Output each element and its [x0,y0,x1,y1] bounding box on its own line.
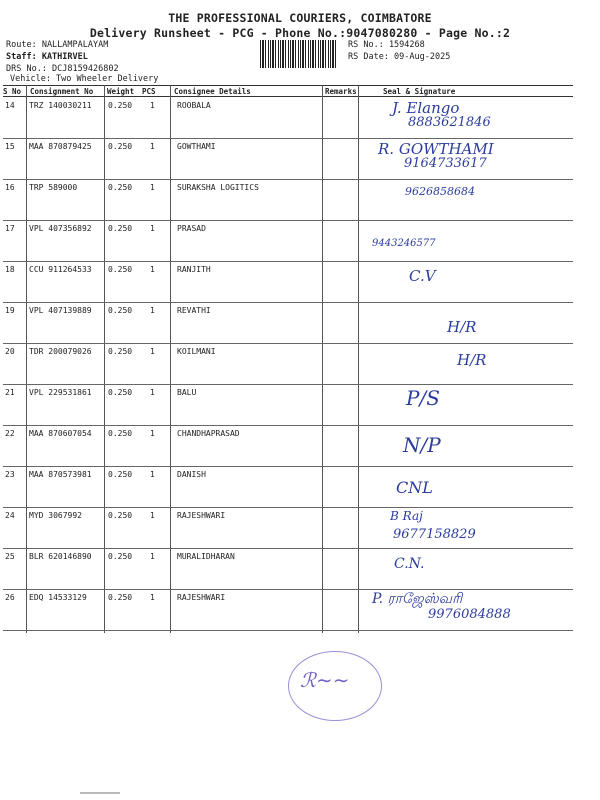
row-sno: 16 [5,183,15,192]
col-sno: S No [3,87,22,96]
row-weight: 0.250 [108,224,133,233]
row-consignment-no: MAA 870607054 [29,429,92,438]
row-consignment-no: VPL 407356892 [29,224,92,233]
row-sno: 26 [5,593,15,602]
row-signature-phone: 9626858684 [405,185,475,198]
row-weight: 0.250 [108,347,133,356]
drs-number: DRS No.: DCJ8159426802 [6,64,119,74]
row-consignee: SURAKSHA LOGITICS [177,183,259,192]
row-consignee: KOILMANI [177,347,216,356]
row-signature: R. GOWTHAMI [378,140,494,158]
row-divider [3,507,573,508]
row-pcs: 1 [150,101,155,110]
row-pcs: 1 [150,183,155,192]
row-consignment-no: MAA 870573981 [29,470,92,479]
row-signature: B Raj [390,509,423,523]
row-consignee: REVATHI [177,306,211,315]
vehicle-label: Vehicle: Two Wheeler Delivery [10,74,159,84]
row-sno: 24 [5,511,15,520]
row-consignee: BALU [177,388,197,397]
row-divider [3,548,573,549]
row-sno: 14 [5,101,15,110]
row-consignment-no: TDR 200079026 [29,347,92,356]
row-signature: N/P [403,433,441,457]
row-pcs: 1 [150,142,155,151]
column-divider [358,85,359,633]
column-divider [104,85,105,633]
row-weight: 0.250 [108,183,133,192]
row-signature: CNL [396,478,433,497]
row-consignee: GOWTHAMI [177,142,216,151]
row-divider [3,589,573,590]
row-divider [3,261,573,262]
row-divider [3,425,573,426]
row-signature-phone: 9677158829 [393,527,476,542]
row-pcs: 1 [150,552,155,561]
row-sno: 19 [5,306,15,315]
row-sno: 23 [5,470,15,479]
col-pcs: PCS [142,87,156,96]
footer-mark [80,792,120,794]
row-divider [3,343,573,344]
row-signature-phone: 9164733617 [404,156,487,171]
row-pcs: 1 [150,593,155,602]
row-weight: 0.250 [108,306,133,315]
row-signature: C.N. [394,556,425,572]
column-divider [26,85,27,633]
row-consignment-no: VPL 229531861 [29,388,92,397]
row-weight: 0.250 [108,593,133,602]
row-weight: 0.250 [108,552,133,561]
row-consignee: MURALIDHARAN [177,552,235,561]
row-weight: 0.250 [108,429,133,438]
row-weight: 0.250 [108,470,133,479]
row-consignment-no: MAA 870879425 [29,142,92,151]
row-pcs: 1 [150,429,155,438]
table-top-border [3,85,573,86]
route-label: Route: NALLAMPALAYAM [6,40,109,50]
row-signature: J. Elango [392,99,460,117]
row-signature: P. ராஜேஸ்வரி [372,591,463,607]
row-consignment-no: BLR 620146890 [29,552,92,561]
row-pcs: 1 [150,265,155,274]
row-weight: 0.250 [108,511,133,520]
row-signature-phone: 9443246577 [372,238,436,249]
row-consignee: PRASAD [177,224,206,233]
runsheet-subtitle: Delivery Runsheet - PCG - Phone No.:9047080280 - Page No.:2 [89,26,511,40]
row-pcs: 1 [150,347,155,356]
col-weight: Weight [107,87,135,96]
column-divider [322,85,323,633]
row-sno: 18 [5,265,15,274]
row-sno: 25 [5,552,15,561]
row-divider [3,220,573,221]
row-sno: 17 [5,224,15,233]
row-pcs: 1 [150,306,155,315]
row-divider [3,384,573,385]
col-signature: Seal & Signature [383,87,456,96]
row-consignee: ROOBALA [177,101,211,110]
row-sno: 20 [5,347,15,356]
row-pcs: 1 [150,511,155,520]
row-divider [3,466,573,467]
row-signature: H/R [457,351,487,369]
row-consignment-no: MYD 3067992 [29,511,82,520]
row-consignment-no: TRZ 140030211 [29,101,92,110]
row-pcs: 1 [150,388,155,397]
stamp-signature-mark: ℛ∼∼ [300,668,350,692]
row-sno: 22 [5,429,15,438]
row-divider [3,302,573,303]
rs-date: RS Date: 09-Aug-2025 [348,52,451,62]
column-divider [170,85,171,633]
row-signature-phone: 8883621846 [408,115,491,130]
rs-number: RS No.: 1594268 [348,40,425,50]
row-signature-phone: 9976084888 [428,607,511,622]
col-consignment: Consignment No [30,87,94,96]
row-consignee: DANISH [177,470,206,479]
row-consignee: CHANDHAPRASAD [177,429,240,438]
row-signature: P/S [406,386,440,410]
row-consignment-no: CCU 911264533 [29,265,92,274]
row-signature: C.V [409,267,436,285]
row-weight: 0.250 [108,265,133,274]
row-consignment-no: TRP 589000 [29,183,78,192]
row-weight: 0.250 [108,142,133,151]
col-remarks: Remarks [325,87,357,96]
row-divider [3,630,573,631]
row-pcs: 1 [150,224,155,233]
staff-label: Staff: KATHIRVEL [6,52,88,62]
row-pcs: 1 [150,470,155,479]
row-sno: 15 [5,142,15,151]
col-consignee: Consignee Details [174,87,251,96]
row-weight: 0.250 [108,101,133,110]
row-sno: 21 [5,388,15,397]
company-title: THE PROFESSIONAL COURIERS, COIMBATORE [168,11,432,25]
row-weight: 0.250 [108,388,133,397]
row-consignee: RANJITH [177,265,211,274]
row-signature: H/R [447,318,477,336]
row-divider [3,138,573,139]
header-bottom-border [3,96,573,97]
row-consignment-no: VPL 407139889 [29,306,92,315]
row-consignee: RAJESHWARI [177,593,226,602]
row-consignment-no: EDQ 14533129 [29,593,87,602]
barcode-image [260,40,338,68]
row-consignee: RAJESHWARI [177,511,226,520]
row-divider [3,179,573,180]
